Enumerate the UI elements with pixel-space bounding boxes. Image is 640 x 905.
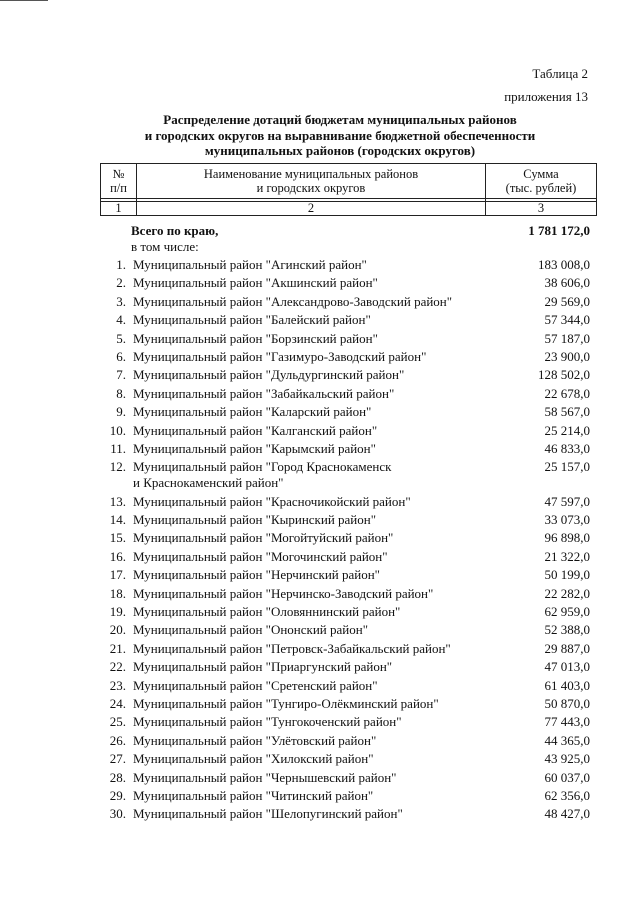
row-name: Муниципальный район "Ононский район" bbox=[133, 622, 369, 638]
row-value: 47 013,0 bbox=[544, 659, 590, 675]
row-number: 24. bbox=[109, 695, 126, 711]
column-header-amount: Сумма (тыс. рублей) bbox=[486, 164, 597, 199]
row-number: 18. bbox=[109, 585, 126, 601]
row-name: Муниципальный район "Могочинский район" bbox=[133, 548, 388, 564]
table-row bbox=[100, 366, 590, 384]
row-name: Муниципальный район "Тунгиро-Олёкминский район" bbox=[133, 695, 439, 711]
row-name: Муниципальный район "Забайкальский район" bbox=[133, 385, 395, 401]
row-number: 28. bbox=[109, 769, 126, 785]
row-name: Муниципальный район "Каларский район" bbox=[133, 404, 372, 420]
table-row bbox=[100, 274, 590, 292]
table-row bbox=[100, 440, 590, 458]
row-value: 25 157,0 bbox=[544, 459, 590, 475]
row-name: Муниципальный район "Приаргунский район" bbox=[133, 659, 393, 675]
row-number: 19. bbox=[109, 604, 126, 620]
row-number: 6. bbox=[116, 348, 126, 364]
table-reference: Таблица 2 bbox=[532, 66, 588, 81]
table-row bbox=[100, 732, 590, 750]
row-name: Муниципальный район "Читинский район" bbox=[133, 787, 374, 803]
row-value: 23 900,0 bbox=[544, 348, 590, 364]
title-line: Распределение дотаций бюджетам муниципальных районов bbox=[163, 112, 517, 127]
column-number-2: 2 bbox=[137, 202, 486, 216]
column-number-1: 1 bbox=[101, 202, 137, 216]
table-row bbox=[100, 677, 590, 695]
row-value: 96 898,0 bbox=[544, 530, 590, 546]
row-name: Муниципальный район "Улётовский район" bbox=[133, 732, 377, 748]
row-value: 183 008,0 bbox=[538, 257, 590, 272]
table-row bbox=[100, 787, 590, 805]
row-number: 9. bbox=[116, 404, 126, 420]
table-row bbox=[100, 750, 590, 768]
row-number: 8. bbox=[116, 385, 126, 401]
table-row bbox=[100, 293, 590, 311]
row-value: 62 959,0 bbox=[544, 604, 590, 620]
row-value: 43 925,0 bbox=[544, 751, 590, 767]
row-value: 58 567,0 bbox=[544, 404, 590, 420]
row-value: 50 870,0 bbox=[544, 695, 590, 711]
row-number: 1. bbox=[116, 257, 126, 272]
row-value: 128 502,0 bbox=[538, 367, 590, 383]
row-number: 12. bbox=[109, 459, 126, 475]
row-number: 17. bbox=[109, 567, 126, 583]
table-row bbox=[100, 511, 590, 529]
table-row bbox=[100, 348, 590, 366]
table-row bbox=[100, 713, 590, 731]
row-number: 26. bbox=[109, 732, 126, 748]
table-row bbox=[100, 566, 590, 584]
appendix-reference: приложения 13 bbox=[504, 89, 588, 104]
row-value: 33 073,0 bbox=[544, 512, 590, 528]
total-label: Всего по краю, bbox=[131, 223, 219, 238]
table-row bbox=[100, 603, 590, 621]
row-name: Муниципальный район "Карымский район" bbox=[133, 440, 376, 456]
row-name: Муниципальный район "Балейский район" bbox=[133, 312, 371, 328]
table-row bbox=[100, 330, 590, 348]
row-value: 21 322,0 bbox=[544, 548, 590, 564]
row-number: 5. bbox=[116, 330, 126, 346]
row-number: 10. bbox=[109, 422, 126, 438]
row-number: 14. bbox=[109, 512, 126, 528]
row-number: 20. bbox=[109, 622, 126, 638]
column-header-number: № п/п bbox=[101, 164, 137, 199]
table-row bbox=[100, 385, 590, 403]
row-name: Муниципальный район "Петровск-Забайкальский район" bbox=[133, 640, 451, 656]
row-number: 11. bbox=[110, 440, 126, 456]
row-value: 57 344,0 bbox=[544, 312, 590, 328]
table-body bbox=[100, 256, 590, 824]
table-row bbox=[100, 658, 590, 676]
row-number: 29. bbox=[109, 787, 126, 803]
table-row bbox=[100, 640, 590, 658]
document-title bbox=[100, 112, 580, 159]
row-number: 16. bbox=[109, 548, 126, 564]
table-row bbox=[100, 585, 590, 603]
table-row bbox=[100, 805, 590, 823]
row-name: Муниципальный район "Могойтуйский район" bbox=[133, 530, 394, 546]
row-number: 23. bbox=[109, 677, 126, 693]
row-value: 22 678,0 bbox=[544, 385, 590, 401]
row-value: 48 427,0 bbox=[544, 806, 590, 822]
row-value: 62 356,0 bbox=[544, 787, 590, 803]
row-name: Муниципальный район "Красночикойский район" bbox=[133, 493, 411, 509]
row-number: 4. bbox=[116, 312, 126, 328]
row-value: 60 037,0 bbox=[544, 769, 590, 785]
table-row bbox=[100, 493, 590, 511]
table-row bbox=[100, 458, 590, 492]
row-value: 61 403,0 bbox=[544, 677, 590, 693]
including-label: в том числе: bbox=[131, 239, 199, 254]
row-value: 47 597,0 bbox=[544, 493, 590, 509]
row-name: Муниципальный район "Хилокский район" bbox=[133, 751, 374, 767]
row-name: Муниципальный район "Сретенский район" bbox=[133, 677, 378, 693]
row-value: 50 199,0 bbox=[544, 567, 590, 583]
row-name: Муниципальный район "Нерчинско-Заводский район" bbox=[133, 585, 434, 601]
row-number: 3. bbox=[116, 293, 126, 309]
column-number-3: 3 bbox=[486, 202, 597, 216]
row-name: Муниципальный район "Чернышевский район" bbox=[133, 769, 397, 785]
table-row bbox=[100, 529, 590, 547]
row-value: 77 443,0 bbox=[544, 714, 590, 730]
row-name: Муниципальный район "Кыринский район" bbox=[133, 512, 377, 528]
row-name: Муниципальный район "Нерчинский район" bbox=[133, 567, 380, 583]
row-number: 13. bbox=[109, 493, 126, 509]
title-line: и городских округов на выравнивание бюджетной обеспеченности bbox=[144, 127, 536, 143]
row-value: 52 388,0 bbox=[544, 622, 590, 638]
row-number: 7. bbox=[116, 367, 126, 383]
row-name: Муниципальный район "Калганский район" bbox=[133, 422, 378, 438]
row-number: 21. bbox=[109, 640, 126, 656]
row-value: 29 569,0 bbox=[544, 293, 590, 309]
row-name: Муниципальный район "Шелопугинский район" bbox=[133, 806, 403, 822]
table-header bbox=[100, 163, 597, 216]
row-name: Муниципальный район "Город Краснокаменск и Краснокаменский район" bbox=[133, 459, 392, 491]
row-number: 15. bbox=[109, 530, 126, 546]
table-row bbox=[100, 403, 590, 421]
table-row bbox=[100, 311, 590, 329]
row-value: 46 833,0 bbox=[544, 440, 590, 456]
row-name: Муниципальный район "Оловяннинский район" bbox=[133, 604, 401, 620]
row-number: 25. bbox=[109, 714, 126, 730]
table-row bbox=[100, 548, 590, 566]
column-header-name: Наименование муниципальных районов и городских округов bbox=[137, 164, 486, 199]
row-number: 30. bbox=[109, 806, 126, 822]
row-value: 38 606,0 bbox=[544, 275, 590, 291]
table-row bbox=[100, 695, 590, 713]
row-value: 25 214,0 bbox=[544, 422, 590, 438]
row-name: Муниципальный район "Борзинский район" bbox=[133, 330, 378, 346]
corner-mark bbox=[0, 0, 48, 1]
row-number: 2. bbox=[116, 275, 126, 291]
row-name: Муниципальный район "Агинский район" bbox=[133, 257, 367, 272]
total-value: 1 781 172,0 bbox=[528, 223, 590, 238]
table-row bbox=[100, 256, 590, 274]
row-value: 22 282,0 bbox=[544, 585, 590, 601]
row-value: 57 187,0 bbox=[544, 330, 590, 346]
row-name: Муниципальный район "Дульдургинский район" bbox=[133, 367, 405, 383]
row-number: 22. bbox=[109, 659, 126, 675]
row-name: Муниципальный район "Газимуро-Заводский район" bbox=[133, 348, 427, 364]
title-line: муниципальных районов (городских округов) bbox=[204, 143, 476, 158]
row-value: 44 365,0 bbox=[544, 732, 590, 748]
row-name: Муниципальный район "Акшинский район" bbox=[133, 275, 378, 291]
table-row bbox=[100, 769, 590, 787]
table-row bbox=[100, 422, 590, 440]
row-name: Муниципальный район "Александрово-Заводский район" bbox=[133, 293, 453, 309]
row-name: Муниципальный район "Тунгокоченский район" bbox=[133, 714, 402, 730]
row-value: 29 887,0 bbox=[544, 640, 590, 656]
row-number: 27. bbox=[109, 751, 126, 767]
table-row bbox=[100, 621, 590, 639]
